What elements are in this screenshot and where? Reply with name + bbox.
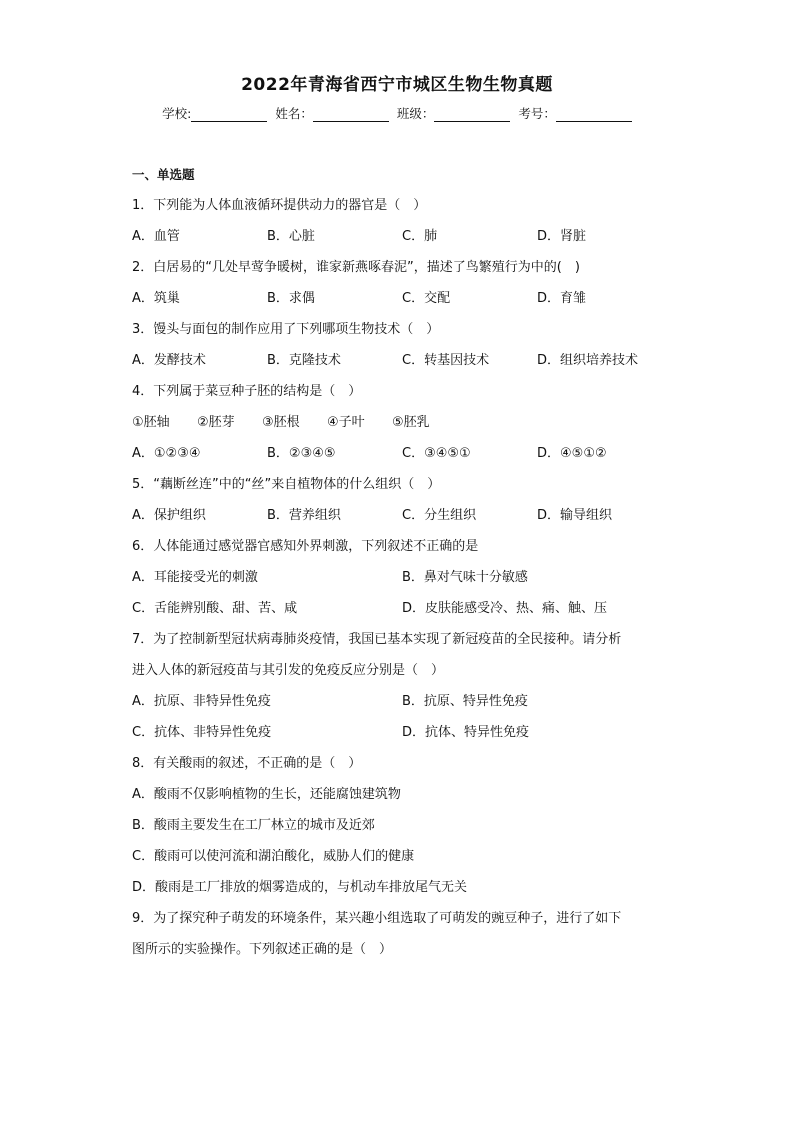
- option-row: [132, 345, 672, 376]
- student-info-line: [0, 104, 794, 122]
- question-stem: 1．下列能为人体血液循环提供动力的器官是（ ）: [132, 198, 427, 213]
- option-a[interactable]: A．耳能接受光的刺激: [132, 570, 258, 585]
- option-d[interactable]: D．输导组织: [537, 508, 613, 523]
- option-c[interactable]: C．③④⑤①: [402, 446, 471, 461]
- question-stem-continued: 进入人体的新冠疫苗与其引发的免疫反应分别是（ ）: [132, 663, 445, 678]
- option-d[interactable]: D．抗体、特异性免疫: [402, 725, 530, 740]
- option-a[interactable]: A．抗原、非特异性免疫: [132, 694, 271, 709]
- option-d[interactable]: D．酸雨是工厂排放的烟雾造成的，与机动车排放尾气无关: [132, 880, 468, 895]
- option-c[interactable]: C．肺: [402, 229, 438, 244]
- option-b[interactable]: B．营养组织: [267, 508, 341, 523]
- option-c[interactable]: C．转基因技术: [402, 353, 490, 368]
- structure-items-row: [132, 407, 672, 438]
- question-stem: 5．“藕断丝连”中的“丝”来自植物体的什么组织（ ）: [132, 477, 441, 492]
- exam-number-blank[interactable]: [556, 109, 632, 122]
- option-b[interactable]: B．酸雨主要发生在工厂林立的城市及近郊: [132, 818, 375, 833]
- question-stem: 3．馒头与面包的制作应用了下列哪项生物技术（ ）: [132, 322, 440, 337]
- question-stem: 9．为了探究种子萌发的环境条件，某兴趣小组选取了可萌发的豌豆种子，进行了如下: [132, 911, 622, 926]
- exam-title: 2022年青海省西宁市城区生物生物真题: [241, 75, 553, 95]
- option-d[interactable]: D．组织培养技术: [537, 353, 639, 368]
- option-c[interactable]: C．分生组织: [402, 508, 477, 523]
- option-d[interactable]: D．肾脏: [537, 229, 587, 244]
- option-d[interactable]: D．④⑤①②: [537, 446, 607, 461]
- question-stem-continued: 图所示的实验操作。下列叙述正确的是（ ）: [132, 942, 393, 957]
- structure-item: ③胚根: [262, 415, 300, 430]
- option-a[interactable]: A．筑巢: [132, 291, 180, 306]
- option-d[interactable]: D．育雏: [537, 291, 587, 306]
- question-stem: 6．人体能通过感觉器官感知外界刺激，下列叙述不正确的是: [132, 539, 479, 554]
- option-a[interactable]: A．血管: [132, 229, 180, 244]
- option-row: [132, 717, 672, 748]
- option-b[interactable]: B．鼻对气味十分敏感: [402, 570, 528, 585]
- option-b[interactable]: B．克隆技术: [267, 353, 341, 368]
- option-b[interactable]: B．求偶: [267, 291, 315, 306]
- option-b[interactable]: B．心脏: [267, 229, 315, 244]
- option-d[interactable]: D．皮肤能感受冷、热、痛、触、压: [402, 601, 608, 616]
- structure-item: ②胚芽: [197, 415, 235, 430]
- option-b[interactable]: B．抗原、特异性免疫: [402, 694, 528, 709]
- option-a[interactable]: A．发酵技术: [132, 353, 206, 368]
- option-row: [132, 283, 672, 314]
- question-stem: 8．有关酸雨的叙述，不正确的是（ ）: [132, 756, 362, 771]
- class-blank[interactable]: [434, 109, 510, 122]
- question-stem: 2．白居易的“几处早莺争暖树，谁家新燕啄春泥”，描述了鸟繁殖行为中的( ): [132, 260, 580, 275]
- option-row: [132, 500, 672, 531]
- class-label: 班级：: [396, 106, 435, 121]
- option-c[interactable]: C．酸雨可以使河流和湖泊酸化，威胁人们的健康: [132, 849, 415, 864]
- option-c[interactable]: C．抗体、非特异性免疫: [132, 725, 272, 740]
- structure-item: ④子叶: [327, 415, 365, 430]
- school-blank[interactable]: [191, 109, 267, 122]
- exam-number-label: 考号：: [518, 106, 556, 121]
- option-row: [132, 593, 672, 624]
- question-stem: 7．为了控制新型冠状病毒肺炎疫情，我国已基本实现了新冠疫苗的全民接种。请分析: [132, 632, 622, 647]
- option-row: [132, 686, 672, 717]
- name-blank[interactable]: [313, 109, 389, 122]
- option-c[interactable]: C．交配: [402, 291, 451, 306]
- option-b[interactable]: B．②③④⑤: [267, 446, 336, 461]
- option-row: [132, 438, 672, 469]
- question-list: [132, 164, 672, 965]
- structure-item: ①胚轴: [132, 415, 170, 430]
- option-row: [132, 562, 672, 593]
- section-heading: 一、单选题: [132, 167, 195, 182]
- option-a[interactable]: A．酸雨不仅影响植物的生长，还能腐蚀建筑物: [132, 787, 401, 802]
- option-row: [132, 221, 672, 252]
- structure-item: ⑤胚乳: [392, 415, 430, 430]
- option-a[interactable]: A．①②③④: [132, 446, 201, 461]
- option-c[interactable]: C．舌能辨别酸、甜、苦、咸: [132, 601, 298, 616]
- question-stem: 4．下列属于菜豆种子胚的结构是（ ）: [132, 384, 362, 399]
- option-a[interactable]: A．保护组织: [132, 508, 206, 523]
- school-label: 学校:: [162, 106, 192, 121]
- name-label: 姓名：: [275, 106, 313, 121]
